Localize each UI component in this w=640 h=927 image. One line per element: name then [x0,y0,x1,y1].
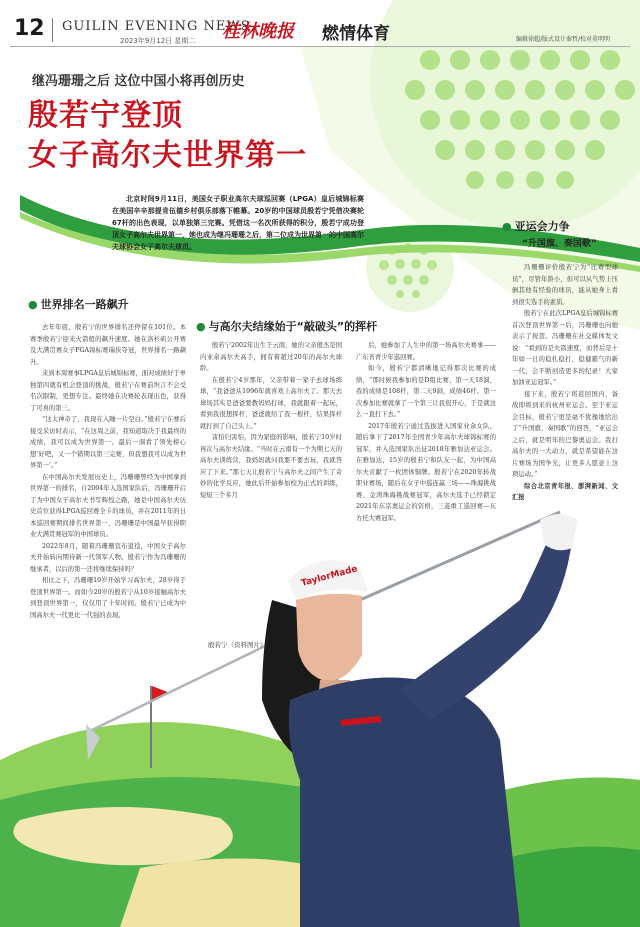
lead-paragraph: 北京时间9月11日，美国女子职业高尔夫球巡回赛（LPGA）皇后城锦标赛在美国辛辛那提肯伍德乡村俱乐部落下帷幕。20岁的中国球员殷若宁凭借决赛轮67杆的出色表现，以单独第三完赛。凭借这一名次所获得的积分，殷若宁成功登顶女子高尔夫世界第一，她也成为继冯珊珊之后，第二位成为世界第一的中国高尔夫球协会女子高尔夫球员。 [112,195,364,251]
issue-date: 2023年9月12日 星期二 [120,37,196,45]
page-number: 12 [14,16,45,41]
body-paragraph: 来到本周赛事LPGA皇后城锦标赛，面对成绩好于单独第四就有机会登顶的挑战，殷若宁在赛前坦言不会受名次限制，更想专注。最终她在决赛轮表现出色，获得了可喜的第三。 [30,370,186,412]
source-credit: 综合北京青年报、澎湃新闻、文汇报 [512,482,618,501]
body-paragraph: “这太神奇了，我现在入睡一片空白。”殷若宁在赛后接受采访时表示，“在这周之前，我知道取决于我最终的成绩，我可以成为世界第一。最后一洞看了领先榜心想‘好吧，又一个错期以第三完赛，但我想我可以成为世界第一’。” [30,416,186,469]
body-paragraph: 去年年底，殷若宁的世界排名还停留在101位。本赛季殷若宁迎来火箭般的飙升速度。她在洛杉矶公开赛及大满贯赛女子PGA锦标赛瑞侠夺冠，世界排名一路飙升。 [30,324,186,366]
sand-bunker-bottom [120,858,330,927]
section-heading-origin [196,318,377,334]
editor-credits: 编辑徐超/版式设计秦哲/校对莫明明 [516,36,611,43]
section-bullet-icon: ● [196,320,206,333]
section-title: 与高尔夫结缘始于“敲破头”的挥杆 [208,320,378,333]
body-paragraph: 相比之下，冯珊珊10岁开始学习高尔夫，28岁得于登顶世界第一。而如今20岁的殷若宁从10岁接触高尔夫到登顶世界第一，仅仅用了十年时间。殷若宁已成为中国高尔夫一代更比一代强的表现。 [30,577,186,619]
fairway-right-dark [500,847,640,927]
kicker: 继冯珊珊之后 这位中国小将再创历史 [32,74,245,89]
section-heading-ranking [28,296,129,312]
paper-name-en: GUILIN EVENING NEWS [62,19,251,34]
body-paragraph: 殷若宁2002年出生于云南，她的父亲殷杰是国内业余高尔夫高手，拥有着超过20年的高尔夫球龄。 [200,342,342,372]
paper-logo: 桂林晚报 [222,21,294,42]
body-paragraph: 2017年殷若宁通过选拔进入国家业余女队，随后拿下了2017年全国青少年高尔夫球锦标赛的冠军，并入选国家队出征2018年雅加达亚运会。在雅加达，15岁的殷若宁和队友一起，为中国高尔夫贡献了一枚团体铜牌。殷若宁在2020年转战职业赛场，随后在女子中巡连赢三场——珠海挑战赛、金湾珠海挑战赛冠军，高尔夫选手已经锁定2021年东京奥运会的资格，三菱重工巡回赛—东方托大赛冠军。 [356,422,496,522]
body-paragraph: 2022年8月，随着冯珊珊宣布退役，中国女子高尔夫开始转向期待新一代领军人物。殷若宁作为冯珊珊的继承者，以后的第一还将继续保持吗？ [30,542,186,573]
masthead [0,0,640,46]
column-4 [512,262,618,504]
body-paragraph: 在殷若宁4岁那年，父亲带着一家子去球场练球，“我爸爸从1996年就喜欢上高尔夫了。那天去球场其实是爸爸要教妈妈打球，我就跟着一起玩，看到我很想挥杆，爸爸就给了我一根杆，结果挥杆就打到了自己头上。” [200,376,342,430]
masthead-divider [52,18,53,42]
body-paragraph: 接下来，殷若宁将返回国内，备战即将到来的杭州亚运会。至于亚运会目标，殷若宁更是毫不犹豫地给出了“升国旗、奏国歌”的回答，“亚运会之后，就是明年的巴黎奥运会。我打高尔夫的一大动力，就是希望能在这片赛场为国争光，让更多人愿意上这项运动。” [512,390,618,478]
column-2 [200,340,342,501]
body-paragraph: 后，她参加了人生中的第一场高尔夫赛事——广东省青少年巡回赛。 [356,342,496,361]
headline-line-2: 女子高尔夫世界第一 [28,138,307,173]
section-title: 亚运会力争 [514,220,570,233]
body-paragraph: 如今，殷若宁都清晰地记得那次比赛的成绩，“那时候我参加的是D组比赛，第一天18洞，我的成绩是108杆，第二天9洞，成绩46杆。第一次参加比赛就拿了一个第三让我很开心，于是就这么一直打下去。” [356,365,496,418]
column-1 [30,322,186,770]
section-bullet-icon: ● [28,298,38,311]
section-subtitle: “升国旗、奏国歌” [522,239,597,249]
body-paragraph: 殷若宁在此次LPGA皇后城锦标赛首次登顶世界第一后，冯珊珊也向她表示了祝贺。冯珊珊在社交媒体发文说：“看到的是火箭速度，而背后是十年如一日的稳扎稳打，稳健霸气的新一代，会不断创造更多的纪录！大家加油亚运冠军。” [512,310,618,386]
masthead-rule [10,46,630,47]
body-paragraph: 冯珊珊评价殷若宁为“比赛型球员”，尽管年龄小，但可以从气势上压倒其他有经验的球员，能从她身上看到很尖选手的素质。 [512,264,618,306]
section-title: 世界排名一路飙升 [40,298,129,311]
body-paragraph: 害怕归害怕，因为家庭的影响，殷若宁10岁时再次与高尔夫结缘。“当时在云南有一个为期七天的高尔夫训练营，我妈妈就问我要不要去玩，我就答应了下来。”那七天让殷若宁与高尔夫之间产生了奇妙的化学反应，她此后开始参加校为正式的训练，短短三个多月 [200,434,342,499]
svg-text:TaylorMade: TaylorMade [300,564,359,589]
section-heading-asian-games [502,218,570,234]
section-bullet-icon: ● [502,220,512,233]
headline-line-1: 殷若宁登顶 [28,98,183,133]
photo-caption: 殷若宁（资料图片） [208,641,267,649]
body-paragraph: 在中国高尔夫发展历史上，冯珊珊曾经为中国拿到世界第一的排名，自2004年入选国家队后，冯珊珊开启了为中国女子高尔夫书写辉煌之路，她是中国高尔夫历史首位获得LPGA巡回赛全卡的球员，并在2011年的日本巡回赛期间排名世界第一，冯珊珊是中国最早获得职业大满贯赛冠军的中国球员。 [30,473,186,538]
section-name: 燃情体育 [322,24,390,44]
column-3 [356,340,496,524]
